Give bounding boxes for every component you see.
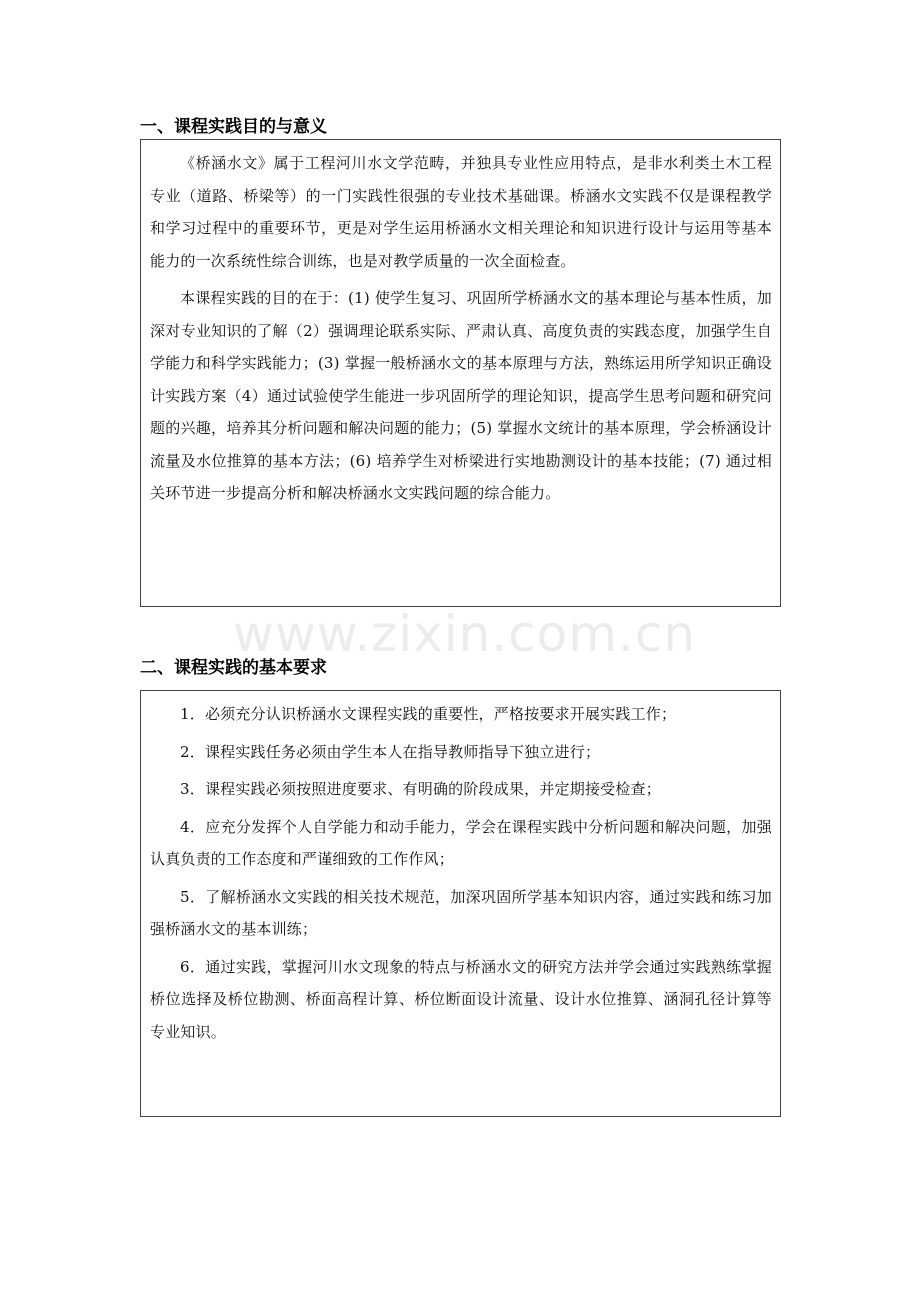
section-1-paragraph-1: 《桥涵水文》属于工程河川水文学范畴，并独具专业性应用特点，是非水利类土木工程专业（道路、桥梁等）的一门实践性很强的专业技术基础课。桥涵水文实践不仅是课程教学和学习过程中的重要环节，更是对学生运用桥涵水文相关理论和知识进行设计与运用等基本能力的一次系统性综合训练，也是对教学质量的一次全面检查。 [150,154,772,270]
requirement-1: 1．必须充分认识桥涵水文课程实践的重要性，严格按要求开展实践工作； [180,705,677,723]
section-1-paragraph-2: 本课程实践的目的在于：(1) 使学生复习、巩固所学桥涵水文的基本理论与基本性质，加深对专业知识的了解（2）强调理论联系实际、严肃认真、高度负责的实践态度，加强学生自学能力和科学实践能力；(3) 掌握一般桥涵水文的基本原理与方法，熟练运用所学知识正确设计实践方案（4）通过试验使学生能进一步巩固所学的理论知识，提高学生思考问题和研究问题的兴趣，培养其分析问题和解决问题的能力；(5) 掌握水文统计的基本原理，学会桥涵设计流量及水位推算的基本方法；(6) 培养学生对桥梁进行实地勘测设计的基本技能；(7) 通过相关环节进一步提高分析和解决桥涵水文实践问题的综合能力。 [150,289,772,502]
requirement-5: 5．了解桥涵水文实践的相关技术规范，加深巩固所学基本知识内容，通过实践和练习加强桥涵水文的基本训练； [150,887,772,938]
requirement-3: 3．课程实践必须按照进度要求、有明确的阶段成果，并定期接受检查； [180,780,661,798]
watermark: www.zixin.com.cn [233,605,697,663]
section-1-title: 一、课程实践目的与意义 [140,117,327,137]
requirement-2: 2．课程实践任务必须由学生本人在指导教师指导下独立进行； [180,742,601,761]
requirement-4: 4．应充分发挥个人自学能力和动手能力，学会在课程实践中分析问题和解决问题，加强认真负责的工作态度和严谨细致的工作作风； [150,817,772,868]
requirement-6: 6．通过实践，掌握河川水文现象的特点与桥涵水文的研究方法并学会通过实践熟练掌握桥位选择及桥位勘测、桥面高程计算、桥位断面设计流量、设计水位推算、涵洞孔径计算等专业知识。 [150,957,772,1041]
section-2-title: 二、课程实践的基本要求 [140,658,327,678]
section-2-box [140,690,781,1117]
section-1-box [140,139,781,607]
